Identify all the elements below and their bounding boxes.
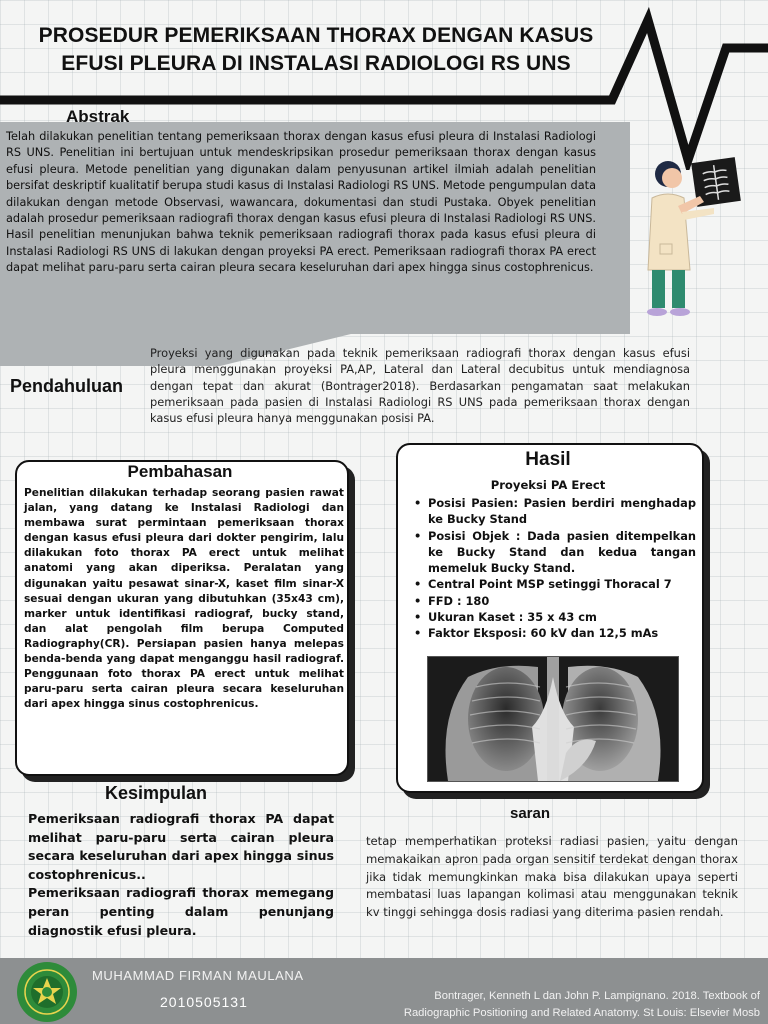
author-name: MUHAMMAD FIRMAN MAULANA [92, 968, 304, 983]
hasil-item-faktor-eksposi: • Faktor Eksposi: 60 kV dan 12,5 mAs [414, 625, 696, 641]
hasil-item-ffd: • FFD : 180 [414, 593, 696, 609]
hasil-heading: Hasil [525, 449, 571, 470]
reference-line-1: Bontrager, Kenneth L dan John P. Lampignano. 2018. Textbook of [434, 990, 760, 1002]
hasil-item-ukuran-kaset: • Ukuran Kaset : 35 x 43 cm [414, 609, 696, 625]
author-nim: 2010505131 [160, 994, 248, 1010]
kesimpulan-heading: Kesimpulan [105, 783, 208, 803]
intro-text: Proyeksi yang digunakan pada teknik pemeriksaan radiografi thorax dengan kasus efusi pleura menggunakan proyeksi PA,AP, Lateral dan Lateral decubitus untuk mendiagnosa dengan tepat dan akurat (Bontrager2018). Berdasarkan pengamatan saat melakukan pemeriksaan pada pasien di Instalasi Radiologi RS UNS pada pemeriksaan thorax dengan kasus efusi pleura hanya menggunakan posisi PA. [150, 346, 690, 426]
abstract-heading: Abstrak [66, 107, 130, 126]
hasil-item-posisi-pasien: • Posisi Pasien: Pasien berdiri menghadap ke Bucky Stand [414, 495, 696, 528]
kesimpulan-text [28, 810, 334, 940]
reference-citation [370, 988, 760, 1022]
intro-heading: Pendahuluan [10, 376, 124, 396]
abstract-text: Telah dilakukan penelitian tentang pemeriksaan thorax dengan kasus efusi pleura di Instalasi Radiologi RS UNS. Penelitian ini bertujuan untuk mendeskripsikan prosedur pemeriksaan thorax dengan kasus efusi pleura. Metode penelitian yang digunakan dalam penyusunan artikel ilmiah adalah penelitian bersifat deskriptif kualitatif berupa studi kasus di Instalasi Radiologi RS UNS. Metode pengumpulan data dilakukan dengan metode Observasi, wawancara, dokumentasi dan studi Pustaka. Obyek penelitian adalah prosedur pemeriksaan radiografi thorax dengan kasus efusi pleura di Instalasi Radiologi RS UNS. Hasil penelitian menunjukan bahwa teknik pemeriksaan radiografi thorax pada kasus efusi pleura di Instalasi Radiologi RS UNS di lakukan dengan proyeksi PA erect. Pemeriksaan radiografi thorax PA erect dapat melihat paru-paru serta cairan pleura secara keseluruhan dari apex hingga sinus costophrenicus. [6, 130, 596, 275]
title-line-2: EFUSI PLEURA DI INSTALASI RADIOLOGI RS UNS [61, 52, 571, 75]
title-line-1: PROSEDUR PEMERIKSAAN THORAX DENGAN KASUS [38, 24, 594, 47]
pembahasan-text: Penelitian dilakukan terhadap seorang pasien rawat jalan, yang datang ke Instalasi Radiologi dan membawa surat permintaan pemeriksaan thorax dengan kasus efusi pleura dari dokter pengirim, lalu dilakukan foto thorax PA erect untuk melihat anatomi yang akan diperiksa. Peralatan yang digunakan yaitu pesawat sinar-X, kaset film sinar-X sesuai dengan ukuran yang dibutuhkan (35x43 cm), marker untuk identifikasi radiograf, bucky stand, dan alat pengolah film berupa Computed Radiography(CR). Persiapan pasien hanya melepas benda-benda yang dapat menganggu hasil radiograf. Penggunaan foto thorax PA erect untuk melihat paru-paru serta cairan pleura secara keseluruhan dari apex hingga sinus costophrenicus. [24, 487, 344, 711]
kesimpulan-paragraph-2: Pemeriksaan radiografi thorax memegang peran penting dalam penunjang diagnostik efusi pleura. [28, 885, 334, 938]
reference-line-2: Radiographic Positioning and Related Anatomy. St Louis: Elsevier Mosb [403, 1007, 760, 1019]
kesimpulan-paragraph-1: Pemeriksaan radiografi thorax PA dapat melihat paru-paru serta cairan pleura secara keseluruhan dari apex hingga sinus costophrenicus.. [28, 811, 334, 882]
hasil-item-posisi-objek: • Posisi Objek : Dada pasien ditempelkan ke Bucky Stand dan kedua tangan memeluk Bucky Stand. [414, 528, 696, 577]
hasil-item-central-point: • Central Point MSP setinggi Thoracal 7 [414, 576, 696, 592]
doctor-xray-illustration [638, 150, 748, 330]
university-logo [16, 961, 78, 1023]
poster-title [6, 22, 626, 78]
saran-text: tetap memperhatikan proteksi radiasi pasien, yaitu dengan memakaikan apron pada organ sensitif terdekat dengan thorax jika tidak memungkinkan maka bisa dilakukan upaya seperti membatasi luas lapangan kolimasi atau menggunakan teknik kv tinggi sehingga dosis radiasi yang diterima pasien rendah. [366, 834, 738, 920]
chest-xray-image [427, 656, 679, 782]
saran-heading: saran [510, 805, 551, 822]
hasil-list [414, 495, 696, 642]
pembahasan-heading: Pembahasan [127, 462, 233, 481]
hasil-subheading: Proyeksi PA Erect [490, 478, 606, 492]
